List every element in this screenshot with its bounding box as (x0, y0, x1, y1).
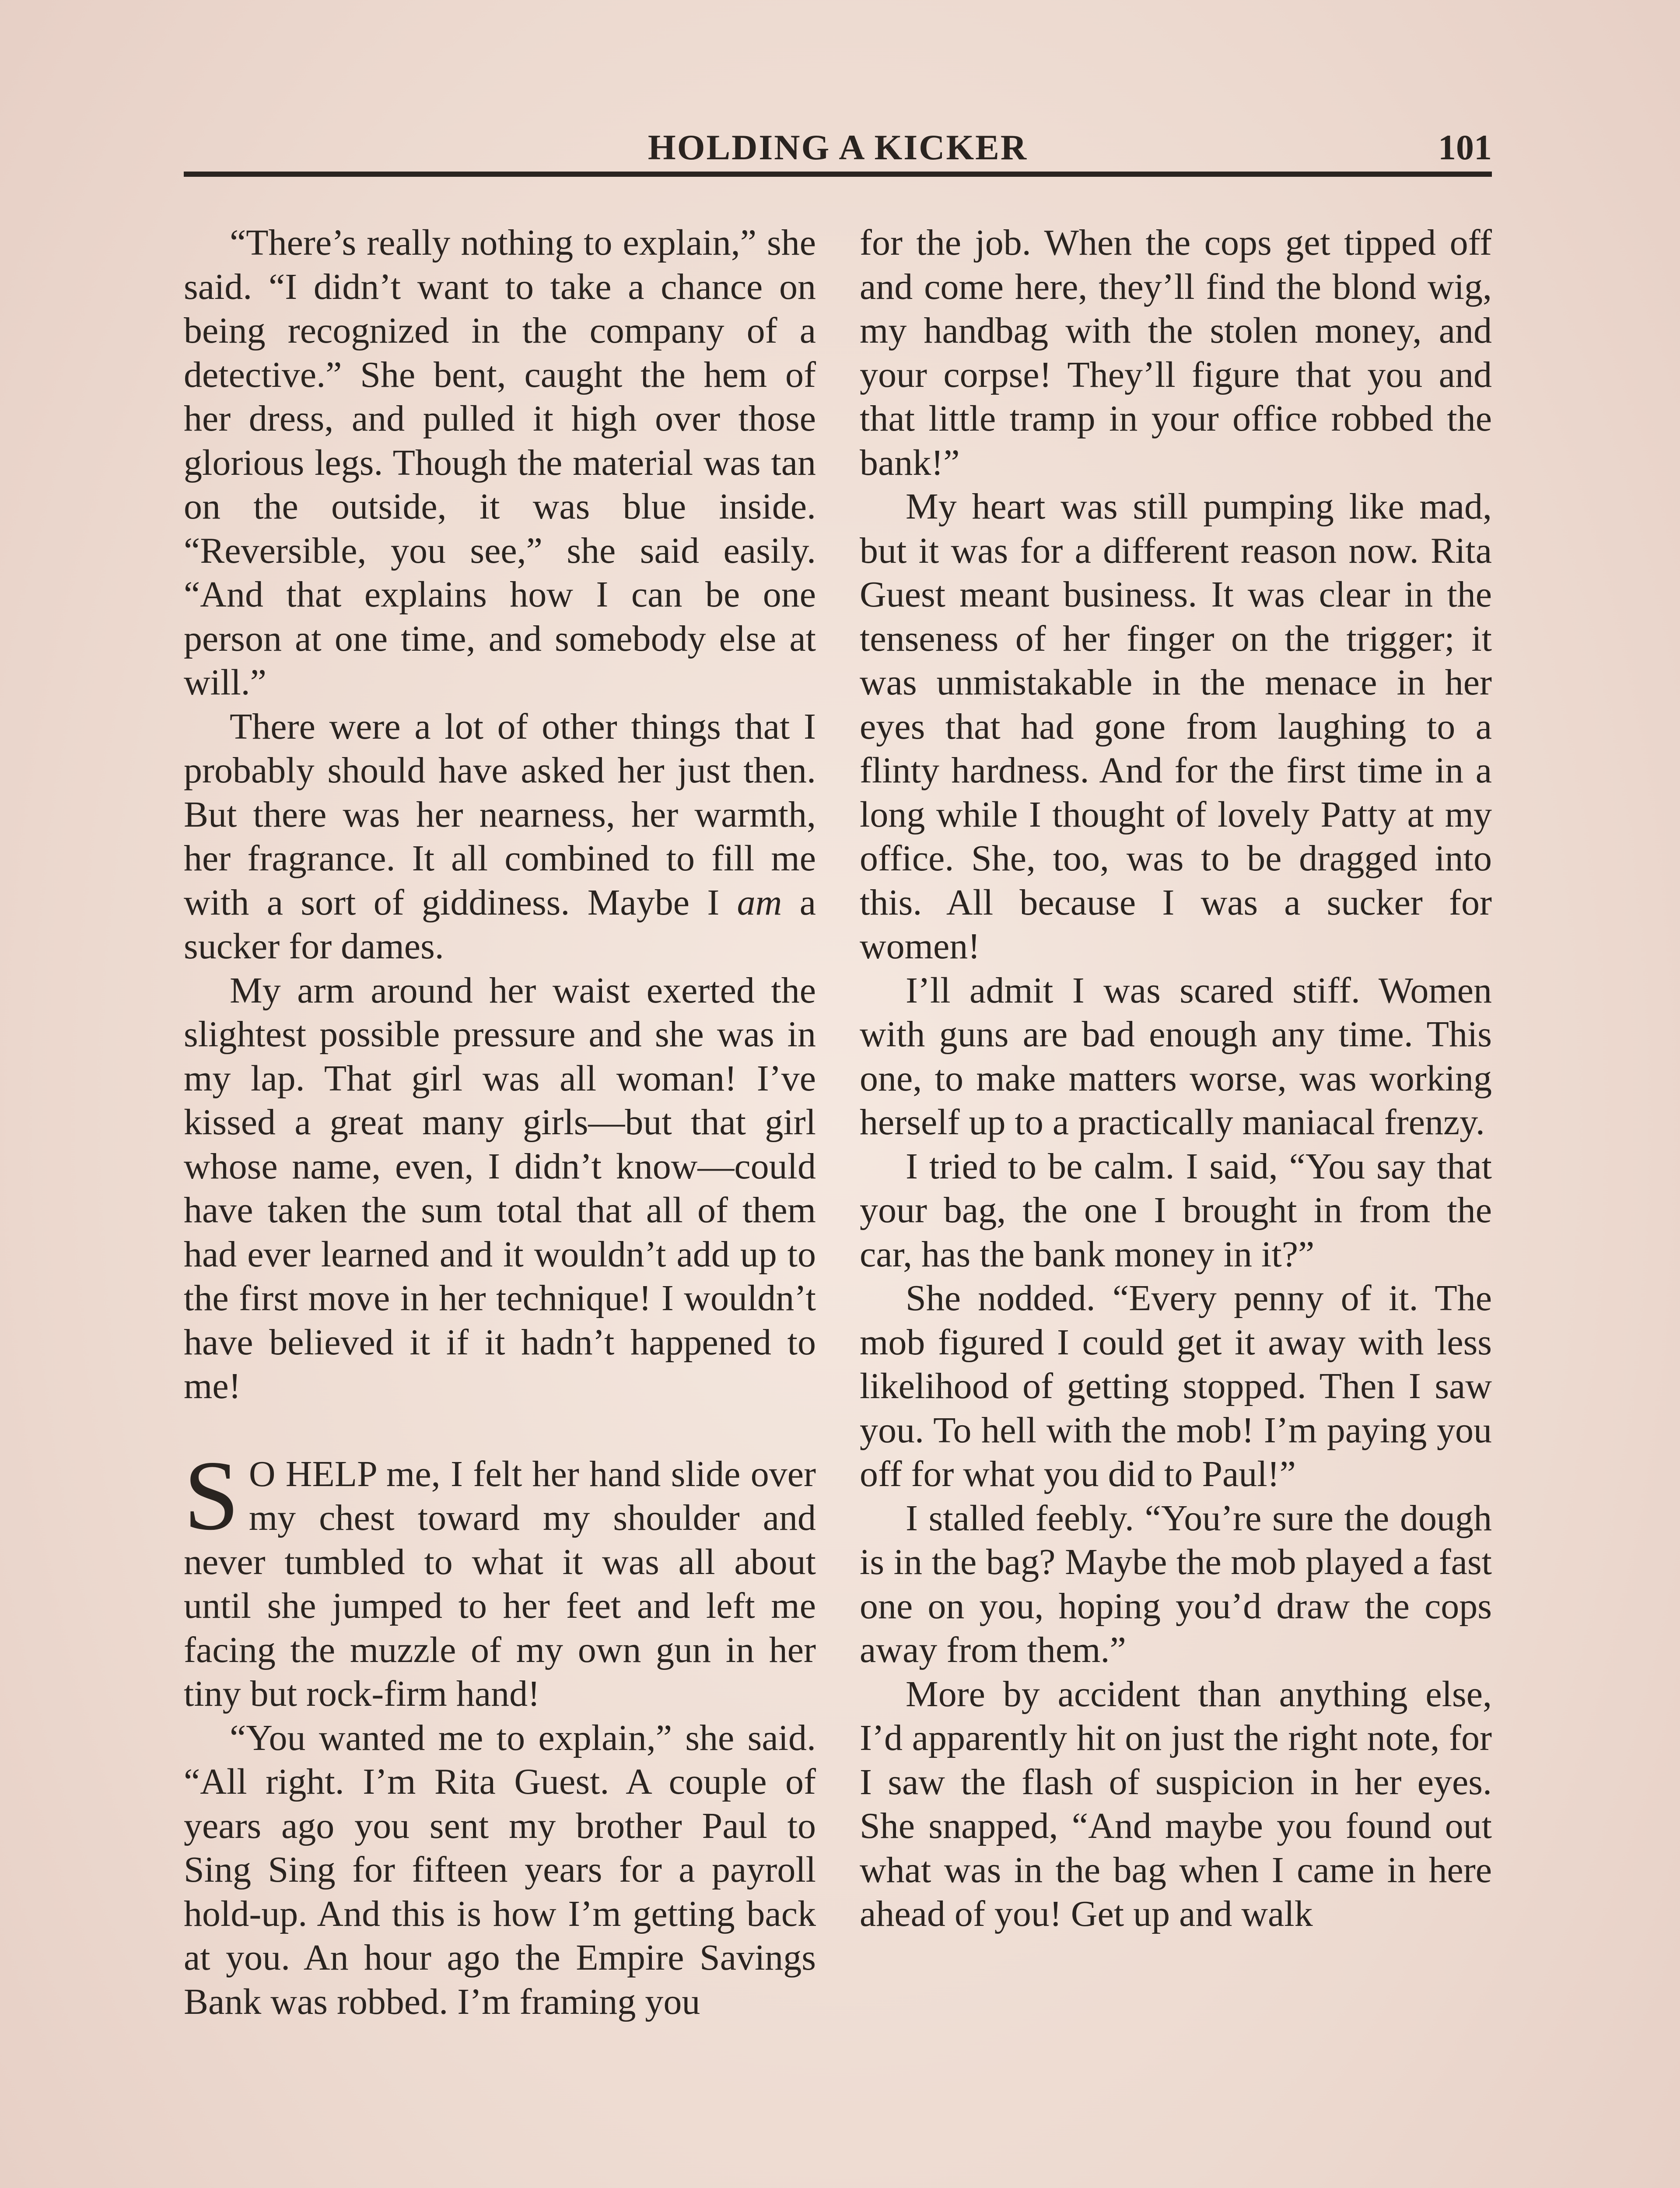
emphasis: am (737, 882, 782, 923)
paragraph: My arm around her waist exerted the slightest possible pressure and she was in my lap. That girl was all woman! I’ve kissed a great many girls—but that girl whose name, even, I didn’t know—could have taken the sum total that all of them had ever learned and it wouldn’t add up to the first move in her technique! I wouldn’t have believed it if it hadn’t happened to me! (184, 970, 816, 1406)
paragraph: I stalled feebly. “You’re sure the dough is in the bag? Maybe the mob played a fast one on you, hoping you’d draw the cops away from them.” (860, 1497, 1492, 1670)
paragraph: “You wanted me to explain,” she said. “All right. I’m Rita Guest. A couple of years ago you sent my brother Paul to Sing Sing for fifteen years for a payroll hold-up. And this is how I’m getting back at you. An hour ago the Empire Savings Bank was robbed. I’m framing you (184, 1717, 816, 2022)
paragraph-text: a sucker for dames. (184, 882, 816, 967)
section-opening-paragraph (184, 1440, 816, 1716)
running-title: HOLDING A KICKER (648, 127, 1028, 167)
paragraph: She nodded. “Every penny of it. The mob figured I could get it away with less likelihood of getting stopped. Then I saw you. To hell with the mob! I’m paying you off for what you did to Paul!” (860, 1278, 1492, 1494)
paragraph: I’ll admit I was scared stiff. Women with guns are bad enough any time. This one, to make matters worse, was working herself up to a practically maniacal frenzy. (860, 970, 1492, 1143)
paragraph: “There’s really nothing to explain,” she said. “I didn’t want to take a chance on being recognized in the company of a detective.” She bent, caught the hem of her dress, and pulled it high over those glorious legs. Though the material was tan on the outside, it was blue inside. “Reversible, you see,” she said easily. “And that explains how I can be one person at one time, and somebody else at will.” (184, 222, 816, 703)
paragraph: I tried to be calm. I said, “You say that your bag, the one I brought in from the car, has the bank money in it?” (860, 1146, 1492, 1275)
paragraph-text: O HELP me, I felt her hand slide over my chest toward my shoulder and never tumbled to what it was all about until she jumped to her feet and left me facing the muzzle of my own gun in her tiny but rock-firm hand! (184, 1453, 816, 1714)
left-column (184, 221, 816, 2024)
paragraph: for the job. When the cops get tipped off and come here, they’ll find the blond wig, my handbag with the stolen money, and your corpse! They’ll figure that you and that little tramp in your office robbed the bank!” (860, 222, 1492, 483)
running-header (184, 123, 1492, 175)
page-number: 101 (1438, 127, 1492, 167)
paragraph (184, 705, 816, 969)
paragraph-text: There were a lot of other things that I probably should have asked her just then. But there was her nearness, her warmth, her fragrance. It all combined to fill me with a sort of giddiness. Maybe I (184, 706, 816, 923)
right-column (860, 221, 1492, 1936)
paragraph: More by accident than anything else, I’d apparently hit on just the right note, for I saw the flash of suspicion in her eyes. She snapped, “And maybe you found out what was in the bag when I came in here ahead of you! Get up and walk (860, 1673, 1492, 1934)
paragraph: My heart was still pumping like mad, but it was for a different reason now. Rita Guest meant business. It was clear in the tenseness of her finger on the trigger; it was unmistakable in the menace in her eyes that had gone from laughing to a flinty hardness. And for the first time in a long while I thought of lovely Patty at my office. She, too, was to be dragged into this. All because I was a sucker for women! (860, 486, 1492, 967)
header-rule (184, 172, 1492, 177)
drop-cap: S (184, 1440, 239, 1551)
